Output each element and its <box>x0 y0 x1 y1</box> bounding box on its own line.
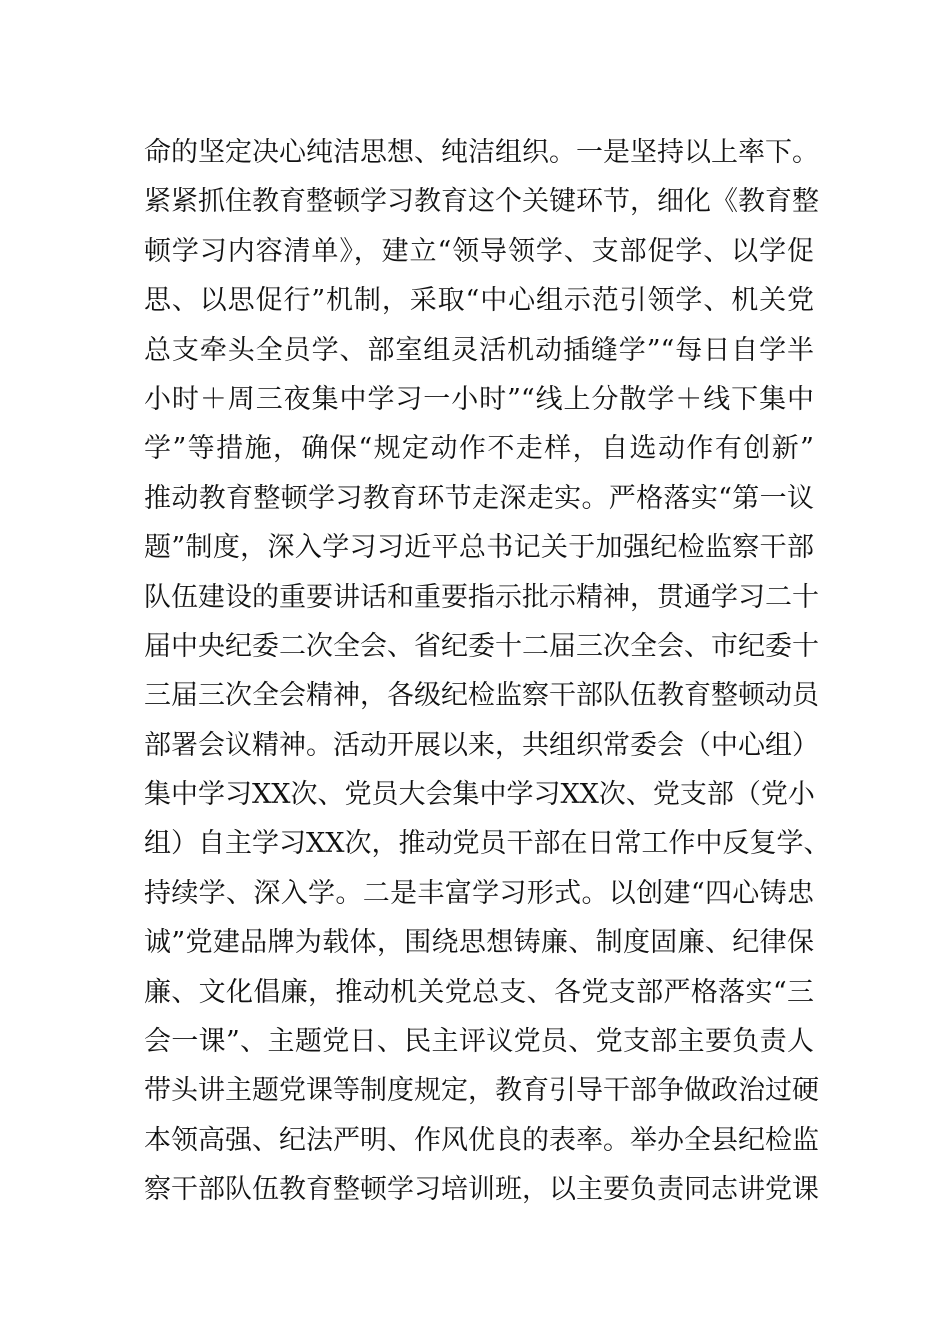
text-line: 部署会议精神。活动开展以来，共组织常委会（中心组） <box>144 729 819 761</box>
text-line: 廉、文化倡廉，推动机关党总支、各党支部严格落实“三 <box>144 976 814 1008</box>
text-line: 会一课”、主题党日、民主评议党员、党支部主要负责人 <box>144 1026 814 1058</box>
text-line: 紧紧抓住教育整顿学习教育这个关键环节，细化《教育整 <box>144 186 819 218</box>
text-line: 届中央纪委二次全会、省纪委十二届三次全会、市纪委十 <box>144 630 819 662</box>
text-line: 命的坚定决心纯洁思想、纯洁组织。一是坚持以上率下。 <box>144 137 819 168</box>
text-line: 小时＋周三夜集中学习一小时”“线上分散学＋线下集中 <box>144 383 814 415</box>
text-line: 本领高强、纪法严明、作风优良的表率。举办全县纪检监 <box>144 1124 819 1156</box>
text-line: 题”制度，深入学习习近平总书记关于加强纪检监察干部 <box>144 532 814 564</box>
text-line: 带头讲主题党课等制度规定，教育引导干部争做政治过硬 <box>144 1075 819 1107</box>
text-line: 诚”党建品牌为载体，围绕思想铸廉、制度固廉、纪律保 <box>144 927 814 959</box>
text-line: 持续学、深入学。二是丰富学习形式。以创建“四心铸忠 <box>144 877 814 909</box>
text-line: 推动教育整顿学习教育环节走深走实。严格落实“第一议 <box>144 482 814 514</box>
body-paragraph <box>144 128 831 1215</box>
text-line: 思、以思促行”机制，采取“中心组示范引领学、机关党 <box>144 285 814 317</box>
text-line: 察干部队伍教育整顿学习培训班，以主要负责同志讲党课 <box>144 1174 819 1206</box>
text-line: 顿学习内容清单》，建立“领导领学、支部促学、以学促 <box>144 235 814 267</box>
text-line: 集中学习XX次、党员大会集中学习XX次、党支部（党小 <box>144 779 815 811</box>
text-line: 队伍建设的重要讲话和重要指示批示精神，贯通学习二十 <box>144 581 819 613</box>
text-line: 学”等措施，确保“规定动作不走样，自选动作有创新” <box>144 433 814 465</box>
text-line: 组）自主学习XX次，推动党员干部在日常工作中反复学、 <box>144 828 831 860</box>
text-line: 总支牵头全员学、部室组灵活机动插缝学”“每日自学半 <box>144 334 814 366</box>
text-line: 三届三次全会精神，各级纪检监察干部队伍教育整顿动员 <box>144 680 819 712</box>
